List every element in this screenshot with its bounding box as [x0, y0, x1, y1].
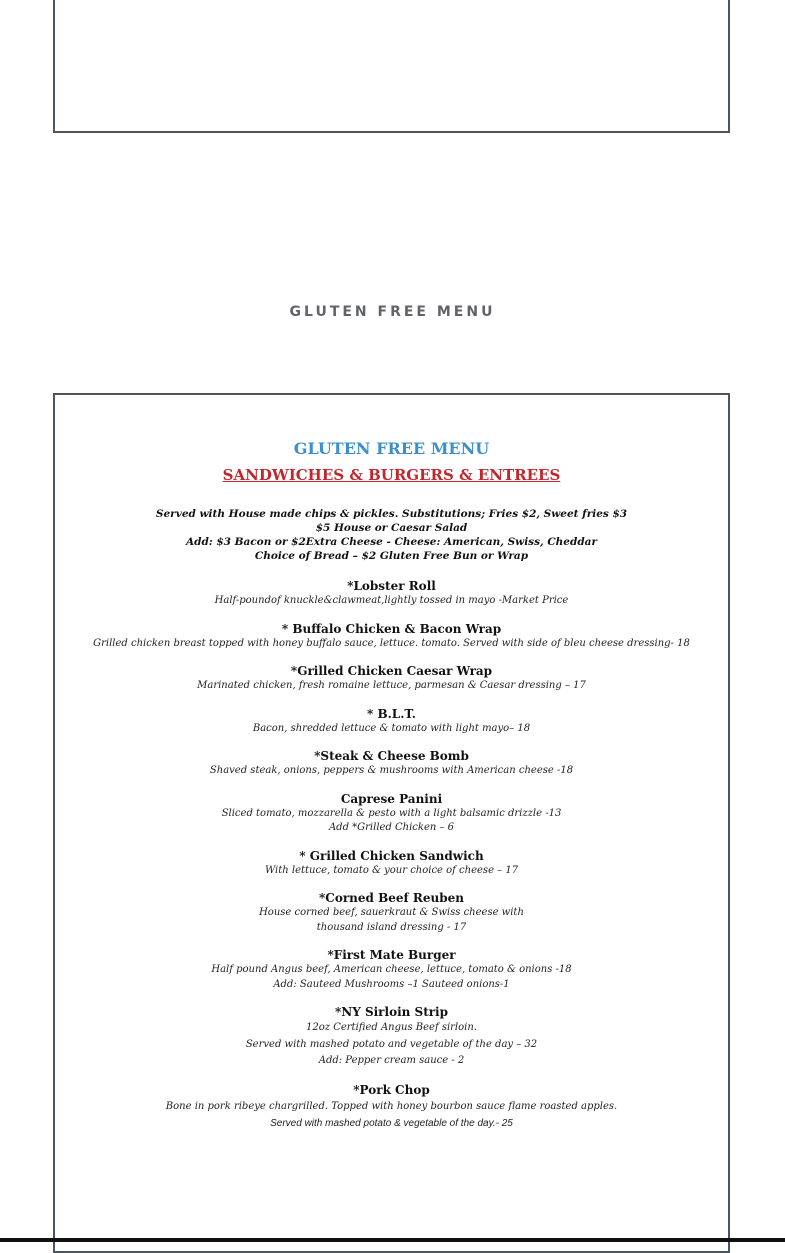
item-desc: Add: Pepper cream sauce - 2: [318, 1055, 465, 1066]
menu-item-lobster-roll: [55, 578, 728, 609]
top-image-frame: [53, 0, 730, 133]
item-desc: House corned beef, sauerkraut & Swiss cheese with: [259, 907, 524, 918]
item-desc: Grilled chicken breast topped with honey buffalo sauce, lettuce. tomato. Served with side of bleu cheese dressing- 18: [93, 637, 690, 649]
menu-item-ny-sirloin-strip: [55, 1004, 728, 1070]
bottom-rule: [0, 1238, 785, 1242]
menu-image-frame: [53, 393, 730, 1253]
menu-item-caprese-panini: [55, 791, 728, 836]
item-desc: Bacon, shredded lettuce & tomato with light mayo– 18: [252, 722, 531, 734]
item-desc: With lettuce, tomato & your choice of cheese – 17: [264, 864, 519, 876]
item-name: *Steak & Cheese Bomb: [314, 749, 469, 763]
menu-item-first-mate-burger: [55, 947, 728, 992]
item-desc: Add *Grilled Chicken – 6: [328, 822, 455, 833]
item-desc: Served with mashed potato and vegetable of the day – 32: [245, 1038, 538, 1050]
item-name: *Grilled Chicken Caesar Wrap: [290, 664, 493, 678]
item-name: Caprese Panini: [340, 791, 443, 806]
item-desc: Bone in pork ribeye chargrilled. Topped with honey bourbon sauce flame roasted apples.: [165, 1100, 618, 1112]
item-desc: Add: Sauteed Mushrooms –1 Sauteed onions-1: [273, 978, 510, 990]
item-desc: Shaved steak, onions, peppers & mushrooms with American cheese -18: [209, 765, 574, 776]
item-name: *Lobster Roll: [347, 579, 436, 593]
menu-item-grilled-chicken-sandwich: [55, 848, 728, 879]
menu-title: GLUTEN FREE MENU: [293, 439, 490, 458]
item-name: *Corned Beef Reuben: [319, 891, 464, 905]
intro-line: Add: $3 Bacon or $2Extra Cheese - Cheese: American, Swiss, Cheddar: [185, 536, 598, 548]
intro-line: $5 House or Caesar Salad: [315, 522, 468, 534]
item-name: *NY Sirloin Strip: [334, 1005, 449, 1019]
item-desc: Served with mashed potato & vegetable of the day.- 25: [270, 1117, 513, 1129]
item-name: *Pork Chop: [353, 1082, 430, 1097]
item-name: * Buffalo Chicken & Bacon Wrap: [281, 621, 502, 636]
item-desc: Half-poundof knuckle&clawmeat,lightly tossed in mayo -Market Price: [214, 595, 569, 606]
menu-intro: [55, 507, 728, 563]
menu-subtitle: SANDWICHES & BURGERS & ENTREES: [222, 466, 561, 484]
item-desc: Marinated chicken, fresh romaine lettuce, parmesan & Caesar dressing – 17: [197, 680, 586, 691]
item-name: * B.L.T.: [367, 706, 416, 721]
item-name: * Grilled Chicken Sandwich: [299, 848, 484, 863]
menu-item-steak-cheese-bomb: [55, 748, 728, 779]
menu-item-pork-chop: [55, 1082, 728, 1132]
section-heading: GLUTEN FREE MENU: [289, 304, 496, 320]
item-desc: 12oz Certified Angus Beef sirloin.: [306, 1022, 477, 1033]
intro-line: Choice of Bread – $2 Gluten Free Bun or Wrap: [254, 550, 529, 562]
menu-content: [55, 439, 728, 1132]
item-desc: Half pound Angus beef, American cheese, lettuce, tomato & onions -18: [211, 964, 572, 975]
item-desc: thousand island dressing - 17: [316, 921, 467, 933]
menu-item-corned-beef-reuben: [55, 890, 728, 935]
menu-item-blt: [55, 706, 728, 737]
item-name: *First Mate Burger: [327, 948, 456, 962]
item-desc: Sliced tomato, mozzarella & pesto with a light balsamic drizzle -13: [221, 807, 562, 819]
menu-item-chicken-caesar-wrap: [55, 663, 728, 694]
menu-item-buffalo-chicken-wrap: [55, 621, 728, 652]
intro-line: Served with House made chips & pickles. Substitutions; Fries $2, Sweet fries $3: [155, 508, 628, 520]
